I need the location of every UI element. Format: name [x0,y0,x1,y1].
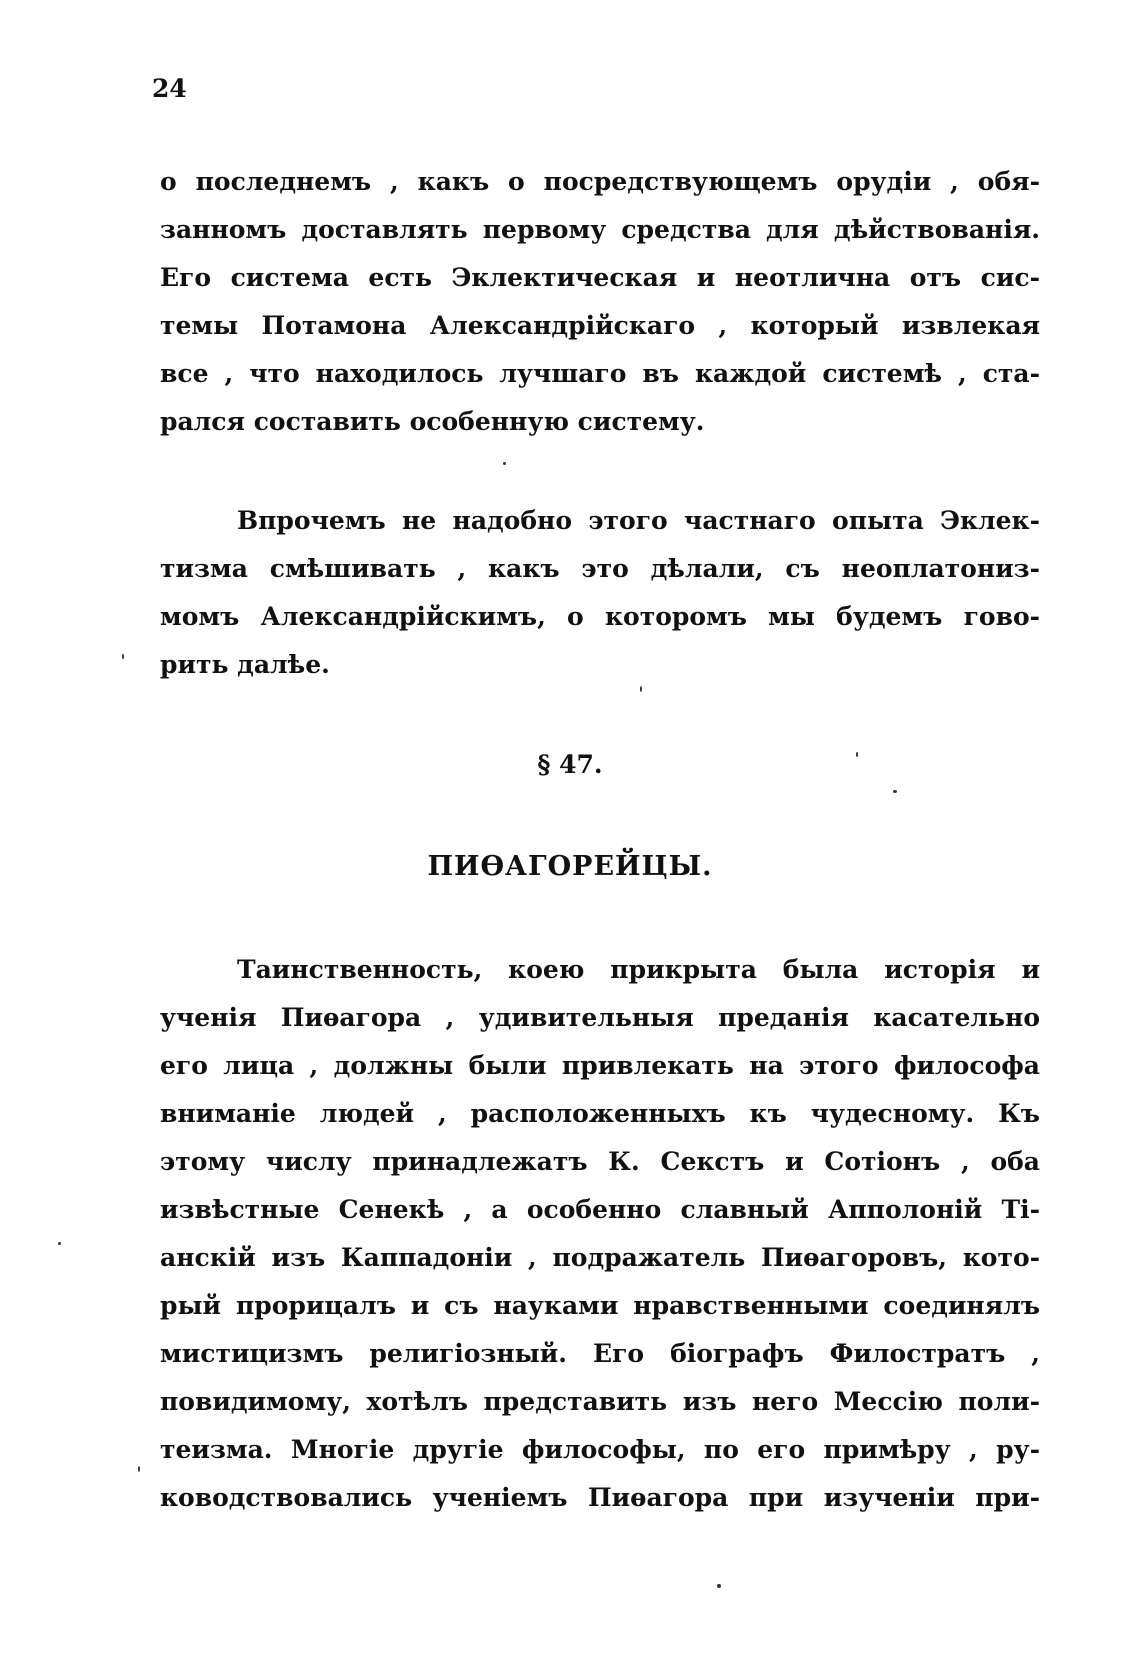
text-line: вниманіе людей , расположенныхъ къ чудесному. Къ [160,1099,1040,1128]
section-title: ПИѲАГОРЕЙЦЫ. [427,851,713,882]
text-line: теизма. Многіе другіе философы, по его примѣру , ру- [160,1435,1040,1464]
scan-speck [640,686,642,692]
section-number: § 47. [537,750,603,779]
scan-speck [893,790,897,793]
scan-speck [58,1242,61,1245]
text-line: повидимому, хотѣлъ представить изъ него Мессію поли- [160,1387,1040,1416]
scan-speck [503,462,506,465]
text-line: анскій изъ Каппадоніи , подражатель Пиѳагоровъ, кото- [160,1243,1040,1272]
text-line: Таинственность, коею прикрыта была исторія и [237,955,1040,984]
text-line: ученія Пиѳагора , удивительныя преданія касательно [160,1003,1040,1032]
text-line: этому числу принадлежатъ К. Секстъ и Сотіонъ , оба [160,1147,1040,1176]
text-line: рый прорицалъ и съ науками нравственными соединялъ [160,1291,1040,1320]
text-line: Его система есть Эклектическая и неотлична отъ сис- [160,263,1040,292]
text-line: о последнемъ , какъ о посредствующемъ орудіи , обя- [160,167,1040,196]
text-line: ководствовались ученіемъ Пиѳагора при изученіи при- [160,1483,1040,1512]
text-line: рить далѣе. [160,650,330,679]
paragraph-pythagoreans [160,946,1040,1522]
scan-speck [138,1466,140,1472]
text-line: его лица , должны были привлекать на этого философа [160,1051,1040,1080]
text-line: мистицизмъ религіозный. Его біографъ Филостратъ , [160,1339,1040,1368]
text-line: рался составить особенную систему. [160,407,705,436]
text-line: Впрочемъ не надобно этого частнаго опыта Эклек- [237,506,1040,535]
scan-speck [856,752,858,757]
scan-speck [717,1584,721,1588]
text-line: все , что находилось лучшаго въ каждой системѣ , ста- [160,359,1040,388]
paragraph-eclecticism [160,497,1040,689]
text-line: момъ Александрійскимъ, о которомъ мы будемъ гово- [160,602,1040,631]
scan-speck [122,654,124,659]
text-line: занномъ доставлять первому средства для дѣйствованія. [160,215,1040,244]
text-line: тизма смѣшивать , какъ это дѣлали, съ неоплатониз- [160,554,1040,583]
text-line: темы Потамона Александрійскаго , который извлекая [160,311,1040,340]
paragraph-continuation [160,158,1040,446]
text-line: извѣстные Сенекѣ , а особенно славный Апполоній Ті- [160,1195,1040,1224]
page-number: 24 [152,74,187,103]
